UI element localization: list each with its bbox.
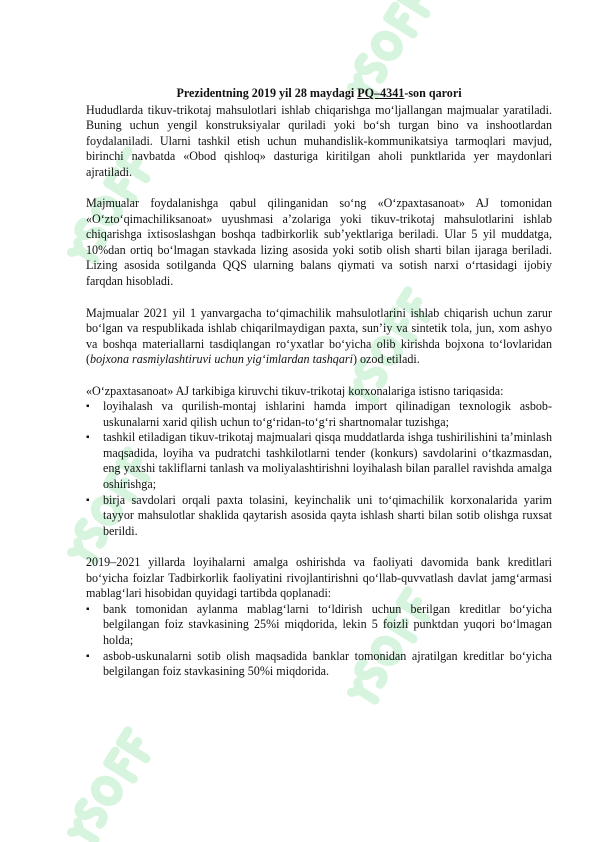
paragraph-4: «O‘zpaxtasanoat» AJ tarkibiga kiruvchi tikuv-trikotaj korxonalariga istisno tariqasida: <box>86 383 504 398</box>
paragraph-5: 2019–2021 yillarda loyihalarni amalga oshirishda va faoliyati davomida bank kreditlari bo‘yicha foizlar Tadbirkorlik faoliyatini rivojlantirishni qo‘llab-quvvatlash davlat jamg‘armasi mablag‘lari hisobidan quyidagi tartibda qoplanadi: <box>86 555 552 601</box>
paragraph-3-text: Majmualar 2021 yil 1 yanvargacha to‘qimachilik mahsulotlarini ishlab chiqarish uchun zarur bo‘lgan va respublikada ishlab chiqarilmaydigan paxta, sun’iy va sintetik tola, jun, xom ashyo va boshqa materiallarni tasdiqlangan ro‘yxatlar bo‘yicha olib kirishda bojxona to‘lovlaridan ( <box>86 305 552 367</box>
list-item: ▪ bank tomonidan aylanma mablag‘larni to‘ldirish uchun berilgan kreditlar bo‘yicha belgilangan foiz stavkasining 25%i miqdorida, lekin 5 foizli punktdan yuqori bo‘lmagan holda; <box>86 601 552 647</box>
bullet-icon: ▪ <box>86 401 90 413</box>
bullet-icon: ▪ <box>86 650 90 662</box>
bullet-icon: ▪ <box>86 432 90 444</box>
paragraph-3 <box>86 306 552 368</box>
paragraph-3-end: ) ozod etiladi. <box>352 352 420 367</box>
bullet-icon: ▪ <box>86 494 90 506</box>
title-suffix: -son qarori <box>404 86 462 100</box>
decree-number: PQ–4341 <box>357 86 405 100</box>
title-prefix: Prezidentning 2019 yil 28 maydagi <box>176 86 358 100</box>
exception-list <box>86 399 552 539</box>
bullet-icon: ▪ <box>86 603 90 615</box>
list-item: ▪ tashkil etiladigan tikuv-trikotaj majmualari qisqa muddatlarda ishga tushirilishini ta’minlash maqsadida, loyiha va pudratchi tashkilotlarni tender (konkurs) savdolarini o‘tkazmasdan, eng yaxshi takliflarni tanlash va moliyalashtirishni loyihalash bilan parallel ravishda amalga oshirishga; <box>86 430 552 492</box>
interest-list <box>86 602 552 680</box>
page-title <box>86 86 552 102</box>
list-item: ▪ birja savdolari orqali paxta tolasini, keyinchalik uni to‘qimachilik korxonalarida yarim tayyor mahsulotlar shaklida qaytarish asosida qayta ishlash sharti bilan sotib olishga ruxsat berildi. <box>86 492 552 538</box>
paragraph-2: Majmualar foydalanishga qabul qilinganidan so‘ng «O‘zpaxtasanoat» AJ tomonidan «O‘zto‘qimachiliksanoat» uyushmasi a’zolariga yoki tikuv-trikotaj mahsulotlarini ishlab chiqarishga ixtisoslashgan boshqa tadbirkorlik sub’yektlariga beriladi. Ular 5 yil muddatga, 10%dan ortiq bo‘lmagan stavkada lizing asosida yoki sotib olish sharti bilan ijaraga beriladi. Lizing asosida sotilganda QQS ularning balans qiymati va sotish narxi o‘rtasidagi ijobiy farqdan hisobladi. <box>86 196 552 289</box>
list-item: ▪ asbob-uskunalarni sotib olish maqsadida banklar tomonidan ajratilgan kreditlar bo‘yicha belgilangan foiz stavkasining 50%i miqdorida. <box>86 648 552 679</box>
watermark-mark <box>66 730 154 842</box>
paragraph-3-italic: bojxona rasmiylashtiruvi uchun yig‘imlardan tashqari <box>90 352 353 367</box>
list-item: ▪ loyihalash va qurilish-montaj ishlarini hamda import qilinadigan texnologik asbob-uskunalarni xarid qilish uchun to‘g‘ridan-to‘g‘ri shartnomalar tuzishga; <box>86 399 552 429</box>
paragraph-1: Hududlarda tikuv-trikotaj mahsulotlari ishlab chiqarishga mo‘ljallangan majmualar yaratiladi. Buning uchun yengil konstruksiyalar quriladi yoki bo‘sh turgan bino va inshootlardan foydalaniladi. Ularni tashkil etish uchun muhandislik-kommunikatsiya tarmoqlari mavjud, birinchi navbatda «Obod qishloq» dasturiga kiritilgan aholi punktlarida yer maydonlari ajratiladi. <box>86 102 552 179</box>
document-page <box>86 86 552 680</box>
